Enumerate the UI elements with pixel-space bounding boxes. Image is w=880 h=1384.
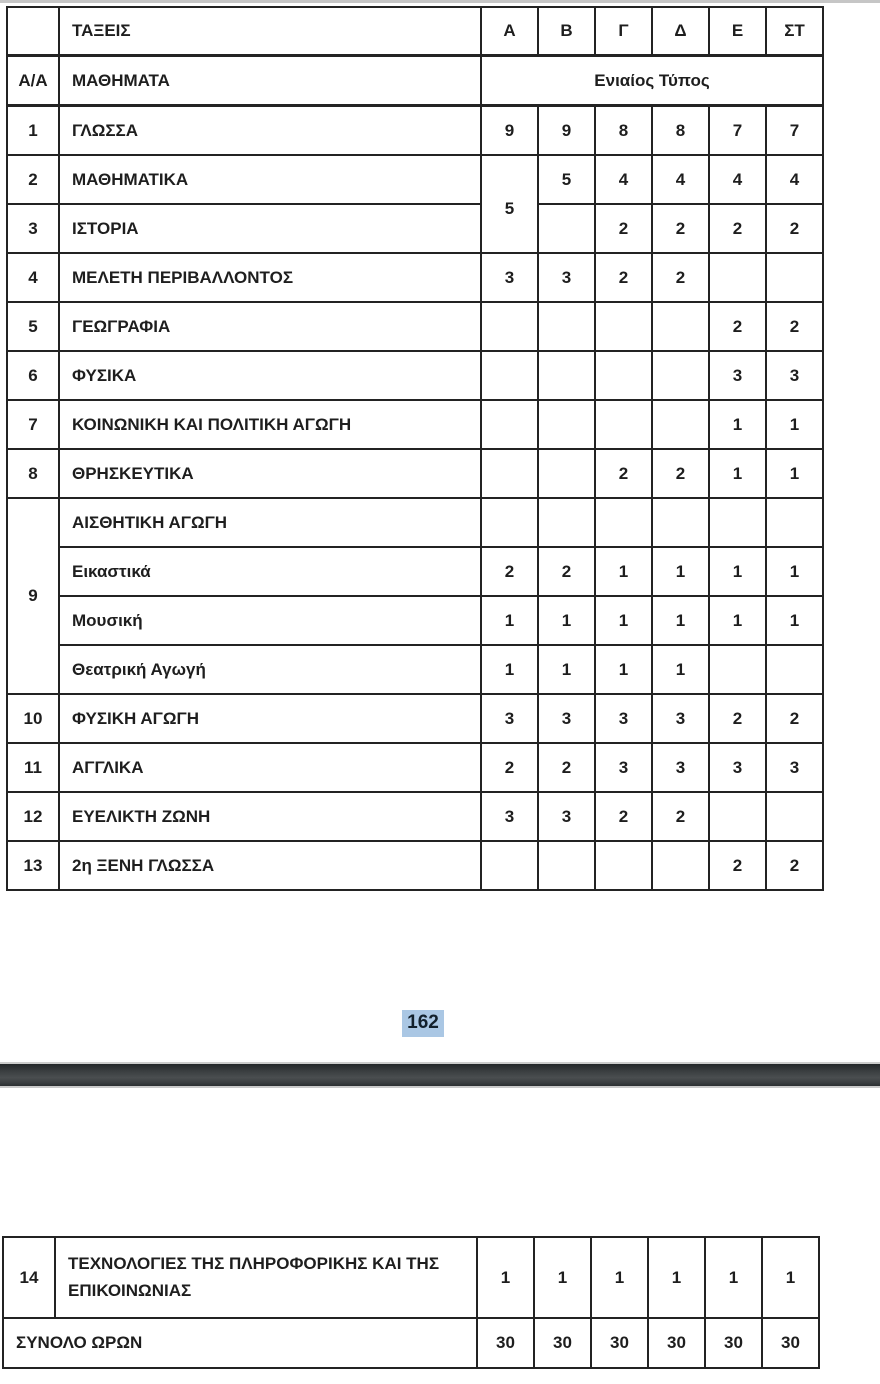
hours-cell: 2 — [652, 253, 709, 302]
total-label-cell: ΣΥΝΟΛΟ ΩΡΩΝ — [3, 1318, 477, 1368]
hours-cell — [538, 449, 595, 498]
hours-cell: 2 — [538, 547, 595, 596]
hours-cell: 3 — [709, 351, 766, 400]
row-number-cell: 7 — [7, 400, 59, 449]
hours-cell: 3 — [595, 694, 652, 743]
row-number-cell: 1 — [7, 106, 59, 156]
class-header-c: Γ — [595, 7, 652, 56]
hours-cell: 1 — [709, 449, 766, 498]
hours-cell: 2 — [595, 792, 652, 841]
hours-cell — [481, 302, 538, 351]
table-row — [7, 302, 823, 351]
row-number-cell: 5 — [7, 302, 59, 351]
hours-cell — [481, 400, 538, 449]
subject-cell: ΓΛΩΣΣΑ — [59, 106, 481, 156]
hours-cell: 1 — [652, 596, 709, 645]
table-row — [7, 400, 823, 449]
hours-cell — [709, 498, 766, 547]
table-subrow — [7, 547, 823, 596]
table-row — [7, 155, 823, 204]
hours-cell: 1 — [591, 1237, 648, 1318]
row-number-cell: 13 — [7, 841, 59, 890]
hours-cell: 2 — [481, 743, 538, 792]
class-header-e: Ε — [709, 7, 766, 56]
hours-cell: 7 — [709, 106, 766, 156]
hours-cell: 3 — [538, 792, 595, 841]
hours-cell: 1 — [538, 596, 595, 645]
subjects-header-cell: ΜΑΘΗΜΑΤΑ — [59, 56, 481, 106]
row-number-cell: 14 — [3, 1237, 55, 1318]
hours-cell: 2 — [766, 204, 823, 253]
table-row — [7, 743, 823, 792]
hours-cell — [766, 792, 823, 841]
hours-cell: 2 — [652, 792, 709, 841]
hours-cell — [481, 449, 538, 498]
subject-cell: ΓΕΩΓΡΑΦΙΑ — [59, 302, 481, 351]
curriculum-table — [6, 6, 824, 891]
table-row — [7, 253, 823, 302]
hours-cell: 3 — [481, 694, 538, 743]
total-hours-cell: 30 — [762, 1318, 819, 1368]
hours-cell: 2 — [709, 302, 766, 351]
hours-cell: 8 — [595, 106, 652, 156]
hours-cell: 2 — [595, 204, 652, 253]
total-hours-cell: 30 — [477, 1318, 534, 1368]
hours-cell: 3 — [481, 253, 538, 302]
hours-cell: 5 — [481, 155, 538, 253]
table-row — [7, 792, 823, 841]
hours-cell — [766, 645, 823, 694]
corner-cell — [7, 7, 59, 56]
class-header-st: ΣΤ — [766, 7, 823, 56]
hours-cell: 2 — [766, 302, 823, 351]
hours-cell: 1 — [477, 1237, 534, 1318]
hours-cell — [652, 841, 709, 890]
hours-cell — [652, 498, 709, 547]
hours-cell — [766, 253, 823, 302]
hours-cell: 4 — [766, 155, 823, 204]
subject-cell: Μουσική — [59, 596, 481, 645]
hours-cell: 3 — [652, 743, 709, 792]
hours-cell: 1 — [648, 1237, 705, 1318]
curriculum-table-continuation — [2, 1236, 820, 1369]
subject-cell: ΜΕΛΕΤΗ ΠΕΡΙΒΑΛΛΟΝΤΟΣ — [59, 253, 481, 302]
hours-cell: 2 — [595, 449, 652, 498]
total-hours-cell: 30 — [705, 1318, 762, 1368]
row-number-cell: 4 — [7, 253, 59, 302]
total-hours-cell: 30 — [591, 1318, 648, 1368]
subject-cell: ΕΥΕΛΙΚΤΗ ΖΩΝΗ — [59, 792, 481, 841]
hours-cell: 1 — [766, 596, 823, 645]
hours-cell: 8 — [652, 106, 709, 156]
hours-cell — [595, 302, 652, 351]
table-row — [3, 1237, 819, 1318]
table-row — [7, 106, 823, 156]
subject-cell: Εικαστικά — [59, 547, 481, 596]
classes-title-cell: ΤΑΞΕΙΣ — [59, 7, 481, 56]
hours-cell — [595, 400, 652, 449]
hours-cell: 4 — [709, 155, 766, 204]
hours-cell: 1 — [538, 645, 595, 694]
hours-cell: 1 — [595, 596, 652, 645]
hours-cell: 2 — [709, 841, 766, 890]
hours-cell: 1 — [766, 449, 823, 498]
table-row — [7, 449, 823, 498]
hours-cell: 2 — [766, 694, 823, 743]
hours-cell — [595, 841, 652, 890]
hours-cell: 4 — [595, 155, 652, 204]
hours-cell: 2 — [538, 743, 595, 792]
hours-cell: 3 — [538, 694, 595, 743]
hours-cell: 1 — [652, 547, 709, 596]
unified-type-cell: Ενιαίος Τύπος — [481, 56, 823, 106]
class-header-d: Δ — [652, 7, 709, 56]
hours-cell: 1 — [766, 400, 823, 449]
hours-cell: 7 — [766, 106, 823, 156]
hours-cell: 3 — [481, 792, 538, 841]
hours-cell — [652, 400, 709, 449]
hours-cell: 2 — [652, 204, 709, 253]
hours-cell — [709, 645, 766, 694]
hours-cell: 1 — [595, 645, 652, 694]
hours-cell: 1 — [709, 547, 766, 596]
hours-cell: 2 — [709, 694, 766, 743]
hours-cell: 1 — [481, 596, 538, 645]
row-number-cell: 3 — [7, 204, 59, 253]
hours-cell — [538, 400, 595, 449]
hours-cell — [538, 351, 595, 400]
hours-cell: 2 — [766, 841, 823, 890]
hours-cell: 1 — [709, 596, 766, 645]
hours-cell: 1 — [705, 1237, 762, 1318]
total-hours-cell: 30 — [534, 1318, 591, 1368]
total-hours-cell: 30 — [648, 1318, 705, 1368]
table-row — [7, 694, 823, 743]
subject-cell: ΦΥΣΙΚΑ — [59, 351, 481, 400]
table-header-row — [7, 7, 823, 56]
hours-cell: 1 — [766, 547, 823, 596]
row-number-cell: 6 — [7, 351, 59, 400]
subject-cell: ΚΟΙΝΩΝΙΚΗ ΚΑΙ ΠΟΛΙΤΙΚΗ ΑΓΩΓΗ — [59, 400, 481, 449]
hours-cell: 3 — [766, 351, 823, 400]
subject-cell: ΜΑΘΗΜΑΤΙΚΑ — [59, 155, 481, 204]
hours-cell — [595, 498, 652, 547]
hours-cell — [481, 351, 538, 400]
hours-cell: 1 — [534, 1237, 591, 1318]
table-row — [7, 351, 823, 400]
row-number-cell: 11 — [7, 743, 59, 792]
hours-cell: 2 — [481, 547, 538, 596]
hours-cell: 1 — [595, 547, 652, 596]
row-number-cell: 12 — [7, 792, 59, 841]
hours-cell: 3 — [595, 743, 652, 792]
hours-cell: 4 — [652, 155, 709, 204]
hours-cell — [652, 302, 709, 351]
hours-cell: 9 — [538, 106, 595, 156]
table-subrow — [7, 596, 823, 645]
row-number-cell: 8 — [7, 449, 59, 498]
table-subheader-row — [7, 56, 823, 106]
table-row — [7, 204, 823, 253]
subject-cell: ΑΙΣΘΗΤΙΚΗ ΑΓΩΓΗ — [59, 498, 481, 547]
hours-cell: 2 — [652, 449, 709, 498]
hours-cell — [481, 498, 538, 547]
hours-cell: 1 — [762, 1237, 819, 1318]
hours-cell: 5 — [538, 155, 595, 204]
subject-cell: ΙΣΤΟΡΙΑ — [59, 204, 481, 253]
hours-cell — [538, 498, 595, 547]
class-header-b: Β — [538, 7, 595, 56]
subject-cell — [55, 1237, 477, 1318]
hours-cell — [538, 204, 595, 253]
hours-cell — [709, 253, 766, 302]
table-row — [7, 841, 823, 890]
hours-cell — [709, 792, 766, 841]
subject-cell: ΦΥΣΙΚΗ ΑΓΩΓΗ — [59, 694, 481, 743]
hours-cell — [538, 302, 595, 351]
subject-cell: 2η ΞΕΝΗ ΓΛΩΣΣΑ — [59, 841, 481, 890]
hours-cell: 2 — [709, 204, 766, 253]
page-number-container — [0, 1010, 846, 1037]
hours-cell — [766, 498, 823, 547]
row-number-cell: 2 — [7, 155, 59, 204]
top-rule-divider — [0, 0, 880, 3]
total-row — [3, 1318, 819, 1368]
hours-cell: 3 — [538, 253, 595, 302]
hours-cell: 3 — [766, 743, 823, 792]
page-separator-bar — [0, 1062, 880, 1088]
hours-cell: 2 — [595, 253, 652, 302]
hours-cell — [481, 841, 538, 890]
subject-cell: Θεατρική Αγωγή — [59, 645, 481, 694]
hours-cell — [538, 841, 595, 890]
subject-label: ΤΕΧΝΟΛΟΓΙΕΣ ΤΗΣ ΠΛΗΡΟΦΟΡΙΚΗΣ ΚΑΙ ΤΗΣ ΕΠΙΚΟΙΝΩΝΙΑΣ — [68, 1254, 440, 1300]
page-number: 162 — [402, 1010, 444, 1037]
hours-cell: 1 — [481, 645, 538, 694]
row-number-cell: 9 — [7, 498, 59, 694]
table-subrow — [7, 645, 823, 694]
hours-cell: 3 — [652, 694, 709, 743]
hours-cell — [595, 351, 652, 400]
row-number-cell: 10 — [7, 694, 59, 743]
hours-cell — [652, 351, 709, 400]
class-header-a: Α — [481, 7, 538, 56]
hours-cell: 1 — [709, 400, 766, 449]
subject-cell: ΑΓΓΛΙΚΑ — [59, 743, 481, 792]
hours-cell: 3 — [709, 743, 766, 792]
table-row-group-header — [7, 498, 823, 547]
subject-cell: ΘΡΗΣΚΕΥΤΙΚΑ — [59, 449, 481, 498]
hours-cell: 9 — [481, 106, 538, 156]
hours-cell: 1 — [652, 645, 709, 694]
index-header-cell: Α/Α — [7, 56, 59, 106]
